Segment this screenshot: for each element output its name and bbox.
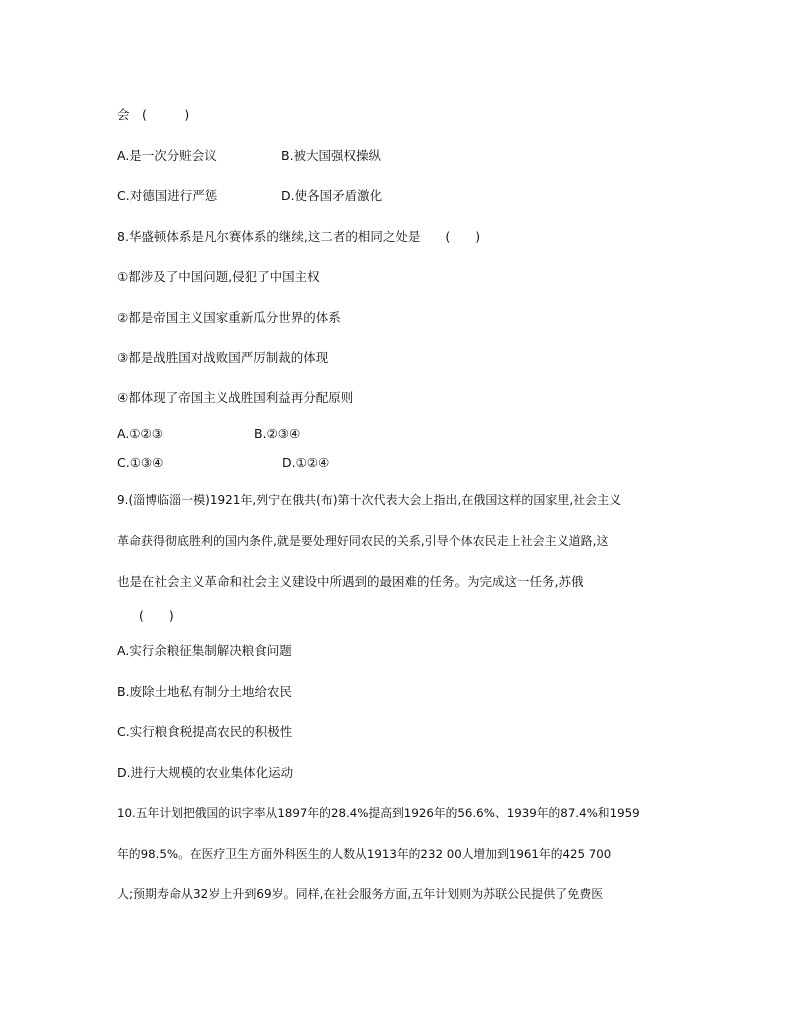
q9-option-c: C.实行粮食税提高农民的积极性 <box>117 724 293 739</box>
q10-stem-line-1: 10.五年计划把俄国的识字率从1897年的28.4%提高到1926年的56.6%、1939年的87.4%和1959 <box>117 806 640 820</box>
q8-stem: 8.华盛顿体系是凡尔赛体系的继续,这二者的相同之处是 ( ) <box>117 229 481 244</box>
q8-statement-3: ③都是战胜国对战败国严厉制裁的体现 <box>117 350 329 365</box>
q9-stem-line-3: 也是在社会主义革命和社会主义建设中所遇到的最困难的任务。为完成这一任务,苏俄 <box>117 574 584 589</box>
q9-option-d: D.进行大规模的农业集体化运动 <box>117 765 294 780</box>
q8-statement-1: ①都涉及了中国问题,侵犯了中国主权 <box>117 269 320 284</box>
q7-option-c: C.对德国进行严惩 <box>117 188 218 203</box>
q8-option-a: A.①②③ <box>117 426 163 441</box>
q8-statement-4: ④都体现了帝国主义战胜国利益再分配原则 <box>117 390 354 405</box>
q8-option-c: C.①③④ <box>117 455 164 470</box>
q9-stem-line-1: 9.(淄博临淄一模)1921年,列宁在俄共(布)第十次代表大会上指出,在俄国这样的国家里,社会主义 <box>117 493 622 507</box>
q9-option-a: A.实行余粮征集制解决粮食问题 <box>117 643 292 658</box>
q10-stem-line-2: 年的98.5%。在医疗卫生方面外科医生的人数从1913年的232 00人增加到1961年的425 700 <box>117 847 612 861</box>
q7-option-a: A.是一次分赃会议 <box>117 148 217 163</box>
q8-option-b: B.②③④ <box>254 426 301 441</box>
q8-option-d: D.①②④ <box>282 455 330 470</box>
q7-option-b: B.被大国强权操纵 <box>281 148 382 163</box>
q9-stem-line-2: 革命获得彻底胜利的国内条件,就是要处理好同农民的关系,引导个体农民走上社会主义道路,这 <box>117 534 609 548</box>
q8-statement-2: ②都是帝国主义国家重新瓜分世界的体系 <box>117 310 341 325</box>
question-continuation-line: 会 ( ) <box>117 107 190 122</box>
q10-stem-line-3: 人;预期寿命从32岁上升到69岁。同样,在社会服务方面,五年计划则为苏联公民提供了免费医 <box>117 887 604 901</box>
q7-option-d: D.使各国矛盾激化 <box>281 188 383 203</box>
q9-answer-bracket: ( ) <box>139 608 174 623</box>
q9-option-b: B.废除土地私有制分土地给农民 <box>117 684 293 699</box>
